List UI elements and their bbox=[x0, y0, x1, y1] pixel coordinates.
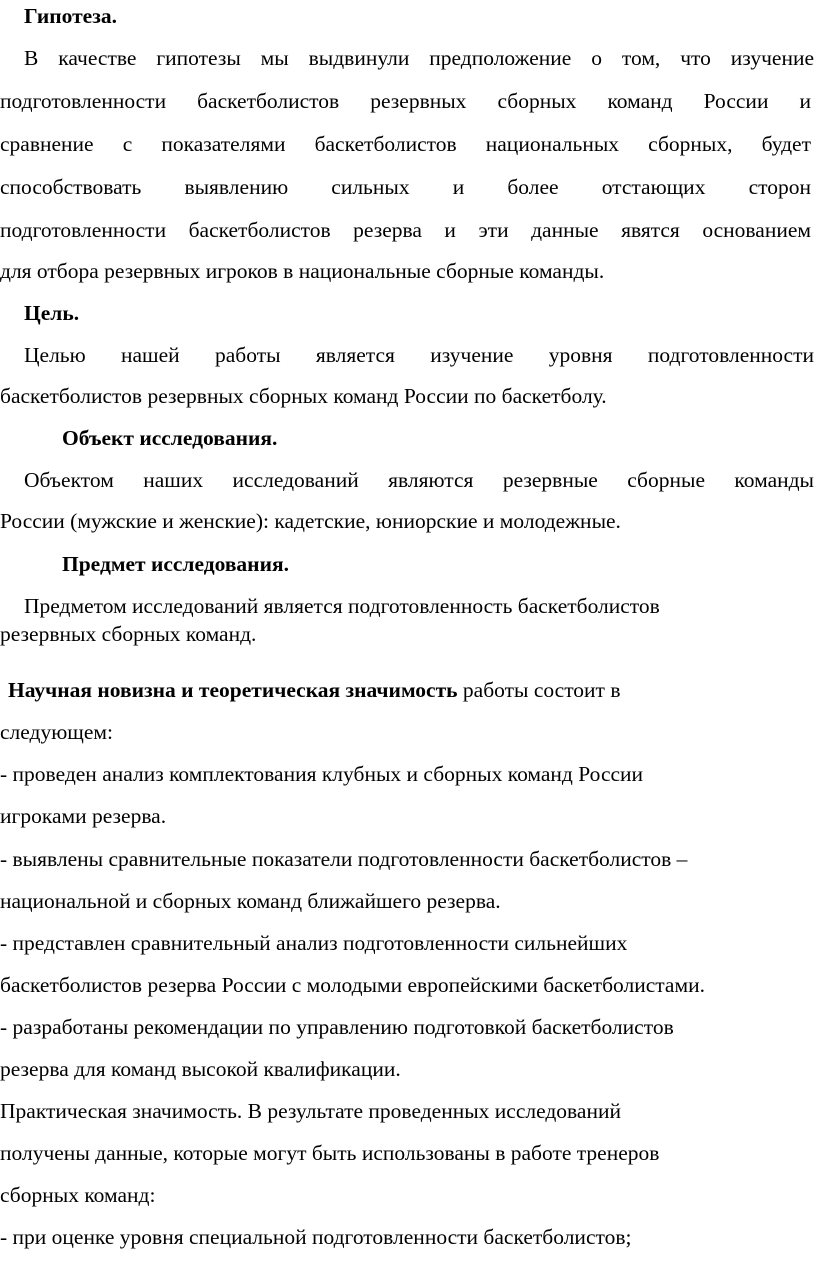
hypothesis-line-1: В качестве гипотезы мы выдвинули предположение о том, что изучение bbox=[24, 46, 814, 70]
novelty-line-8: - разработаны рекомендации по управлению подготовкой баскетболистов bbox=[0, 1015, 674, 1039]
hypothesis-line-2: подготовленности баскетболистов резервных сборных команд России и bbox=[0, 89, 811, 113]
practical-line-4: - при оценке уровня специальной подготовленности баскетболистов; bbox=[0, 1225, 632, 1249]
practical-line-2: получены данные, которые могут быть использованы в работе тренеров bbox=[0, 1141, 660, 1165]
subject-heading: Предмет исследования. bbox=[62, 552, 289, 576]
novelty-heading-rest: работы состоит в bbox=[457, 678, 621, 702]
novelty-heading bbox=[8, 676, 620, 704]
object-line-1: Объектом наших исследований являются резервные сборные команды bbox=[24, 468, 814, 492]
novelty-line-6: - представлен сравнительный анализ подготовленности сильнейших bbox=[0, 931, 628, 955]
object-heading: Объект исследования. bbox=[62, 426, 278, 450]
goal-line-2: баскетболистов резервных сборных команд России по баскетболу. bbox=[0, 384, 607, 408]
novelty-heading-bold: Научная новизна и теоретическая значимость bbox=[8, 678, 458, 702]
hypothesis-heading: Гипотеза. bbox=[24, 4, 117, 28]
novelty-line-4: - выявлены сравнительные показатели подготовленности баскетболистов – bbox=[0, 847, 688, 871]
goal-line-1: Целью нашей работы является изучение уровня подготовленности bbox=[24, 343, 814, 367]
hypothesis-line-5: подготовленности баскетболистов резерва и эти данные явятся основанием bbox=[0, 218, 811, 242]
goal-heading: Цель. bbox=[24, 301, 80, 325]
practical-line-3: сборных команд: bbox=[0, 1183, 156, 1207]
subject-line-1: Предметом исследований является подготовленность баскетболистов bbox=[24, 594, 660, 618]
hypothesis-line-3: сравнение с показателями баскетболистов национальных сборных, будет bbox=[0, 132, 811, 156]
hypothesis-line-4: способствовать выявлению сильных и более отстающих сторон bbox=[0, 175, 811, 199]
novelty-line-2: - проведен анализ комплектования клубных и сборных команд России bbox=[0, 762, 644, 786]
subject-line-2: резервных сборных команд. bbox=[0, 622, 257, 646]
object-line-2: России (мужские и женские): кадетские, юниорские и молодежные. bbox=[0, 509, 621, 533]
practical-line-1: Практическая значимость. В результате проведенных исследований bbox=[0, 1099, 621, 1123]
novelty-line-7: баскетболистов резерва России с молодыми европейскими баскетболистами. bbox=[0, 973, 705, 997]
novelty-line-9: резерва для команд высокой квалификации. bbox=[0, 1057, 401, 1081]
novelty-line-5: национальной и сборных команд ближайшего резерва. bbox=[0, 889, 501, 913]
novelty-line-1: следующем: bbox=[0, 720, 113, 744]
hypothesis-line-6: для отбора резервных игроков в национальные сборные команды. bbox=[0, 259, 605, 283]
novelty-line-3: игроками резерва. bbox=[0, 804, 167, 828]
